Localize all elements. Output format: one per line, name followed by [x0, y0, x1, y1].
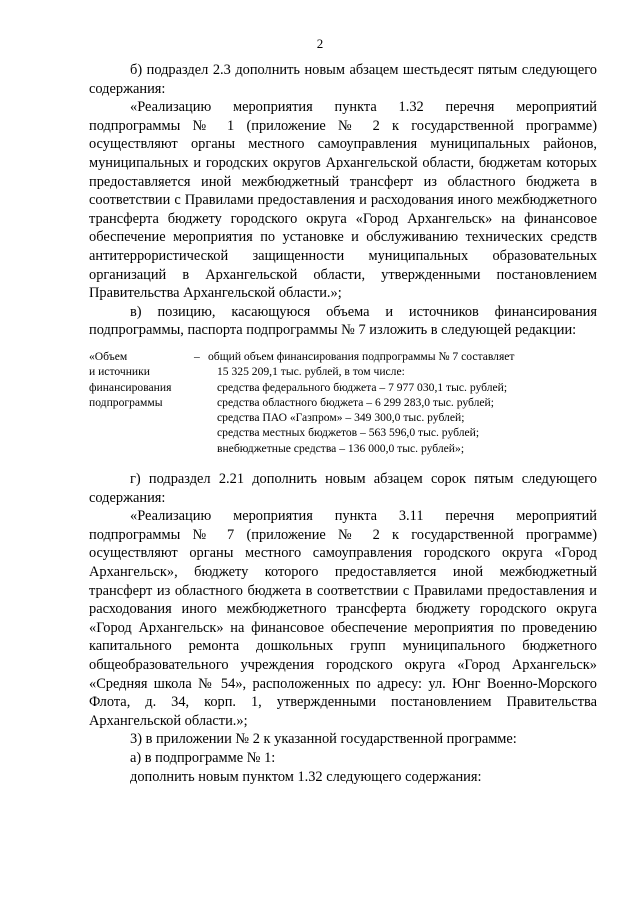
paragraph-quote-3-11: «Реализацию мероприятия пункта 3.11 перечня мероприятий подпрограммы № 7 (приложение № 2 к государственной программе) осуществляют органы местного самоуправления городского округа «Город Архангельск», бюджету которого предоставляется иной межбюджетный трансферт из областного бюджета в соответствии с Правилами предоставления и расходования иного межбюджетного трансферта бюджету городского округа «Город Архангельск» на финансовое обеспечение мероприятия по проведению капитального ремонта дошкольных групп муниципального бюджетного общеобразовательного учреждения городского округа «Город Архангельск» «Средняя школа № 54», расположенных по адресу: ул. Юнг Военно-Морского Флота, д. 34, корп. 1, утвержденными постановлением Правительства Архангельской области.»;: [89, 508, 597, 729]
passport-value-line: средства ПАО «Газпром» – 349 300,0 тыс. рублей;: [217, 411, 465, 425]
passport-value-line: 15 325 209,1 тыс. рублей, в том числе:: [217, 365, 405, 379]
paragraph-appendix-2: 3) в приложении № 2 к указанной государственной программе:: [130, 731, 517, 748]
body-text-bottom: [89, 470, 597, 786]
body-text-top: [89, 61, 597, 340]
passport-value-line: внебюджетные средства – 136 000,0 тыс. рублей»;: [217, 441, 465, 455]
passport-dash: –: [194, 350, 200, 363]
paragraph-subsection-2-21: г) подраздел 2.21 дополнить новым абзацем сорок пятым следующего содержания:: [89, 471, 597, 506]
passport-value-line: общий объем финансирования подпрограммы № 7 составляет: [208, 350, 515, 363]
paragraph-passport-intro: в) позицию, касающуюся объема и источников финансирования подпрограммы, паспорта подпрограммы № 7 изложить в следующей редакции:: [89, 303, 597, 339]
passport-label-line: и источники: [89, 365, 150, 379]
paragraph-quote-1-32: «Реализацию мероприятия пункта 1.32 перечня мероприятий подпрограммы № 1 (приложение № 2 к государственной программе) осуществляют органы местного самоуправления муниципальных районов, муниципальных и городских округов Архангельской области, бюджетам которых предоставляется иной межбюджетный трансферт из областного бюджета в соответствии с Правилами предоставления и расходования иного межбюджетного трансферта бюджету городского округа «Город Архангельск» на финансовое обеспечение мероприятия по установке и обслуживанию технических средств антитеррористической защищенности муниципальных образовательных организаций в Архангельской области, утвержденными постановлением Правительства Архангельской области.»;: [89, 99, 597, 302]
passport-value-line: средства местных бюджетов – 563 596,0 тыс. рублей;: [217, 426, 480, 440]
passport-label-line: подпрограммы: [89, 395, 163, 409]
paragraph-new-item-1-32: дополнить новым пунктом 1.32 следующего содержания:: [130, 768, 482, 785]
page-number: 2: [316, 36, 324, 51]
passport-value-line: средства федерального бюджета – 7 977 030,1 тыс. рублей;: [217, 380, 508, 394]
paragraph-subsection-2-3: б) подраздел 2.3 дополнить новым абзацем шестьдесят пятым следующего содержания:: [89, 62, 597, 97]
passport-values: [208, 349, 597, 456]
passport-label-line: «Объем: [89, 350, 128, 363]
passport-label-line: финансирования: [89, 380, 172, 394]
paragraph-subprogram-1: а) в подпрограмме № 1:: [130, 749, 276, 766]
passport-value-line: средства областного бюджета – 6 299 283,0 тыс. рублей;: [217, 395, 494, 409]
passport-label: [89, 349, 185, 410]
